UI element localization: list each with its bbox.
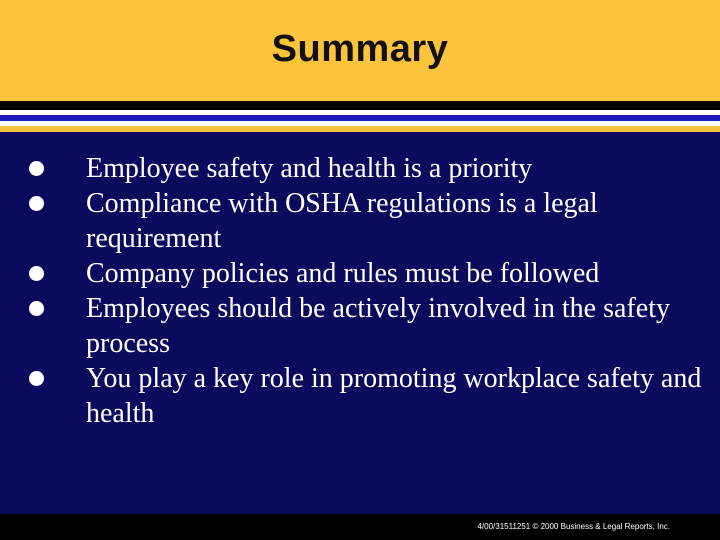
- slide-title: Summary: [271, 28, 449, 70]
- bullet-icon: [29, 371, 44, 386]
- bullet-item: [26, 186, 706, 256]
- bullet-text: Compliance with OSHA regulations is a legal requirement: [86, 188, 598, 254]
- footer-copyright: 4/00/31511251 © 2000 Business & Legal Reports, Inc.: [477, 522, 670, 531]
- bullet-text: Employee safety and health is a priority: [86, 153, 533, 184]
- bullet-item: [26, 256, 706, 291]
- bullet-icon: [29, 266, 44, 281]
- footer-bar: [0, 514, 720, 540]
- bullet-icon: [29, 161, 44, 176]
- bullet-text: You play a key role in promoting workplace safety and health: [86, 363, 702, 429]
- bullet-text: Employees should be actively involved in the safety process: [86, 293, 670, 359]
- bullet-list: [26, 151, 706, 431]
- divider-stripe-gold: [0, 126, 720, 132]
- bullet-item: [26, 151, 706, 186]
- bullet-icon: [29, 301, 44, 316]
- bullet-text: Company policies and rules must be followed: [86, 258, 600, 289]
- bullet-item: [26, 361, 706, 431]
- bullet-icon: [29, 196, 44, 211]
- bullet-item: [26, 291, 706, 361]
- divider-stripe-black: [0, 101, 720, 110]
